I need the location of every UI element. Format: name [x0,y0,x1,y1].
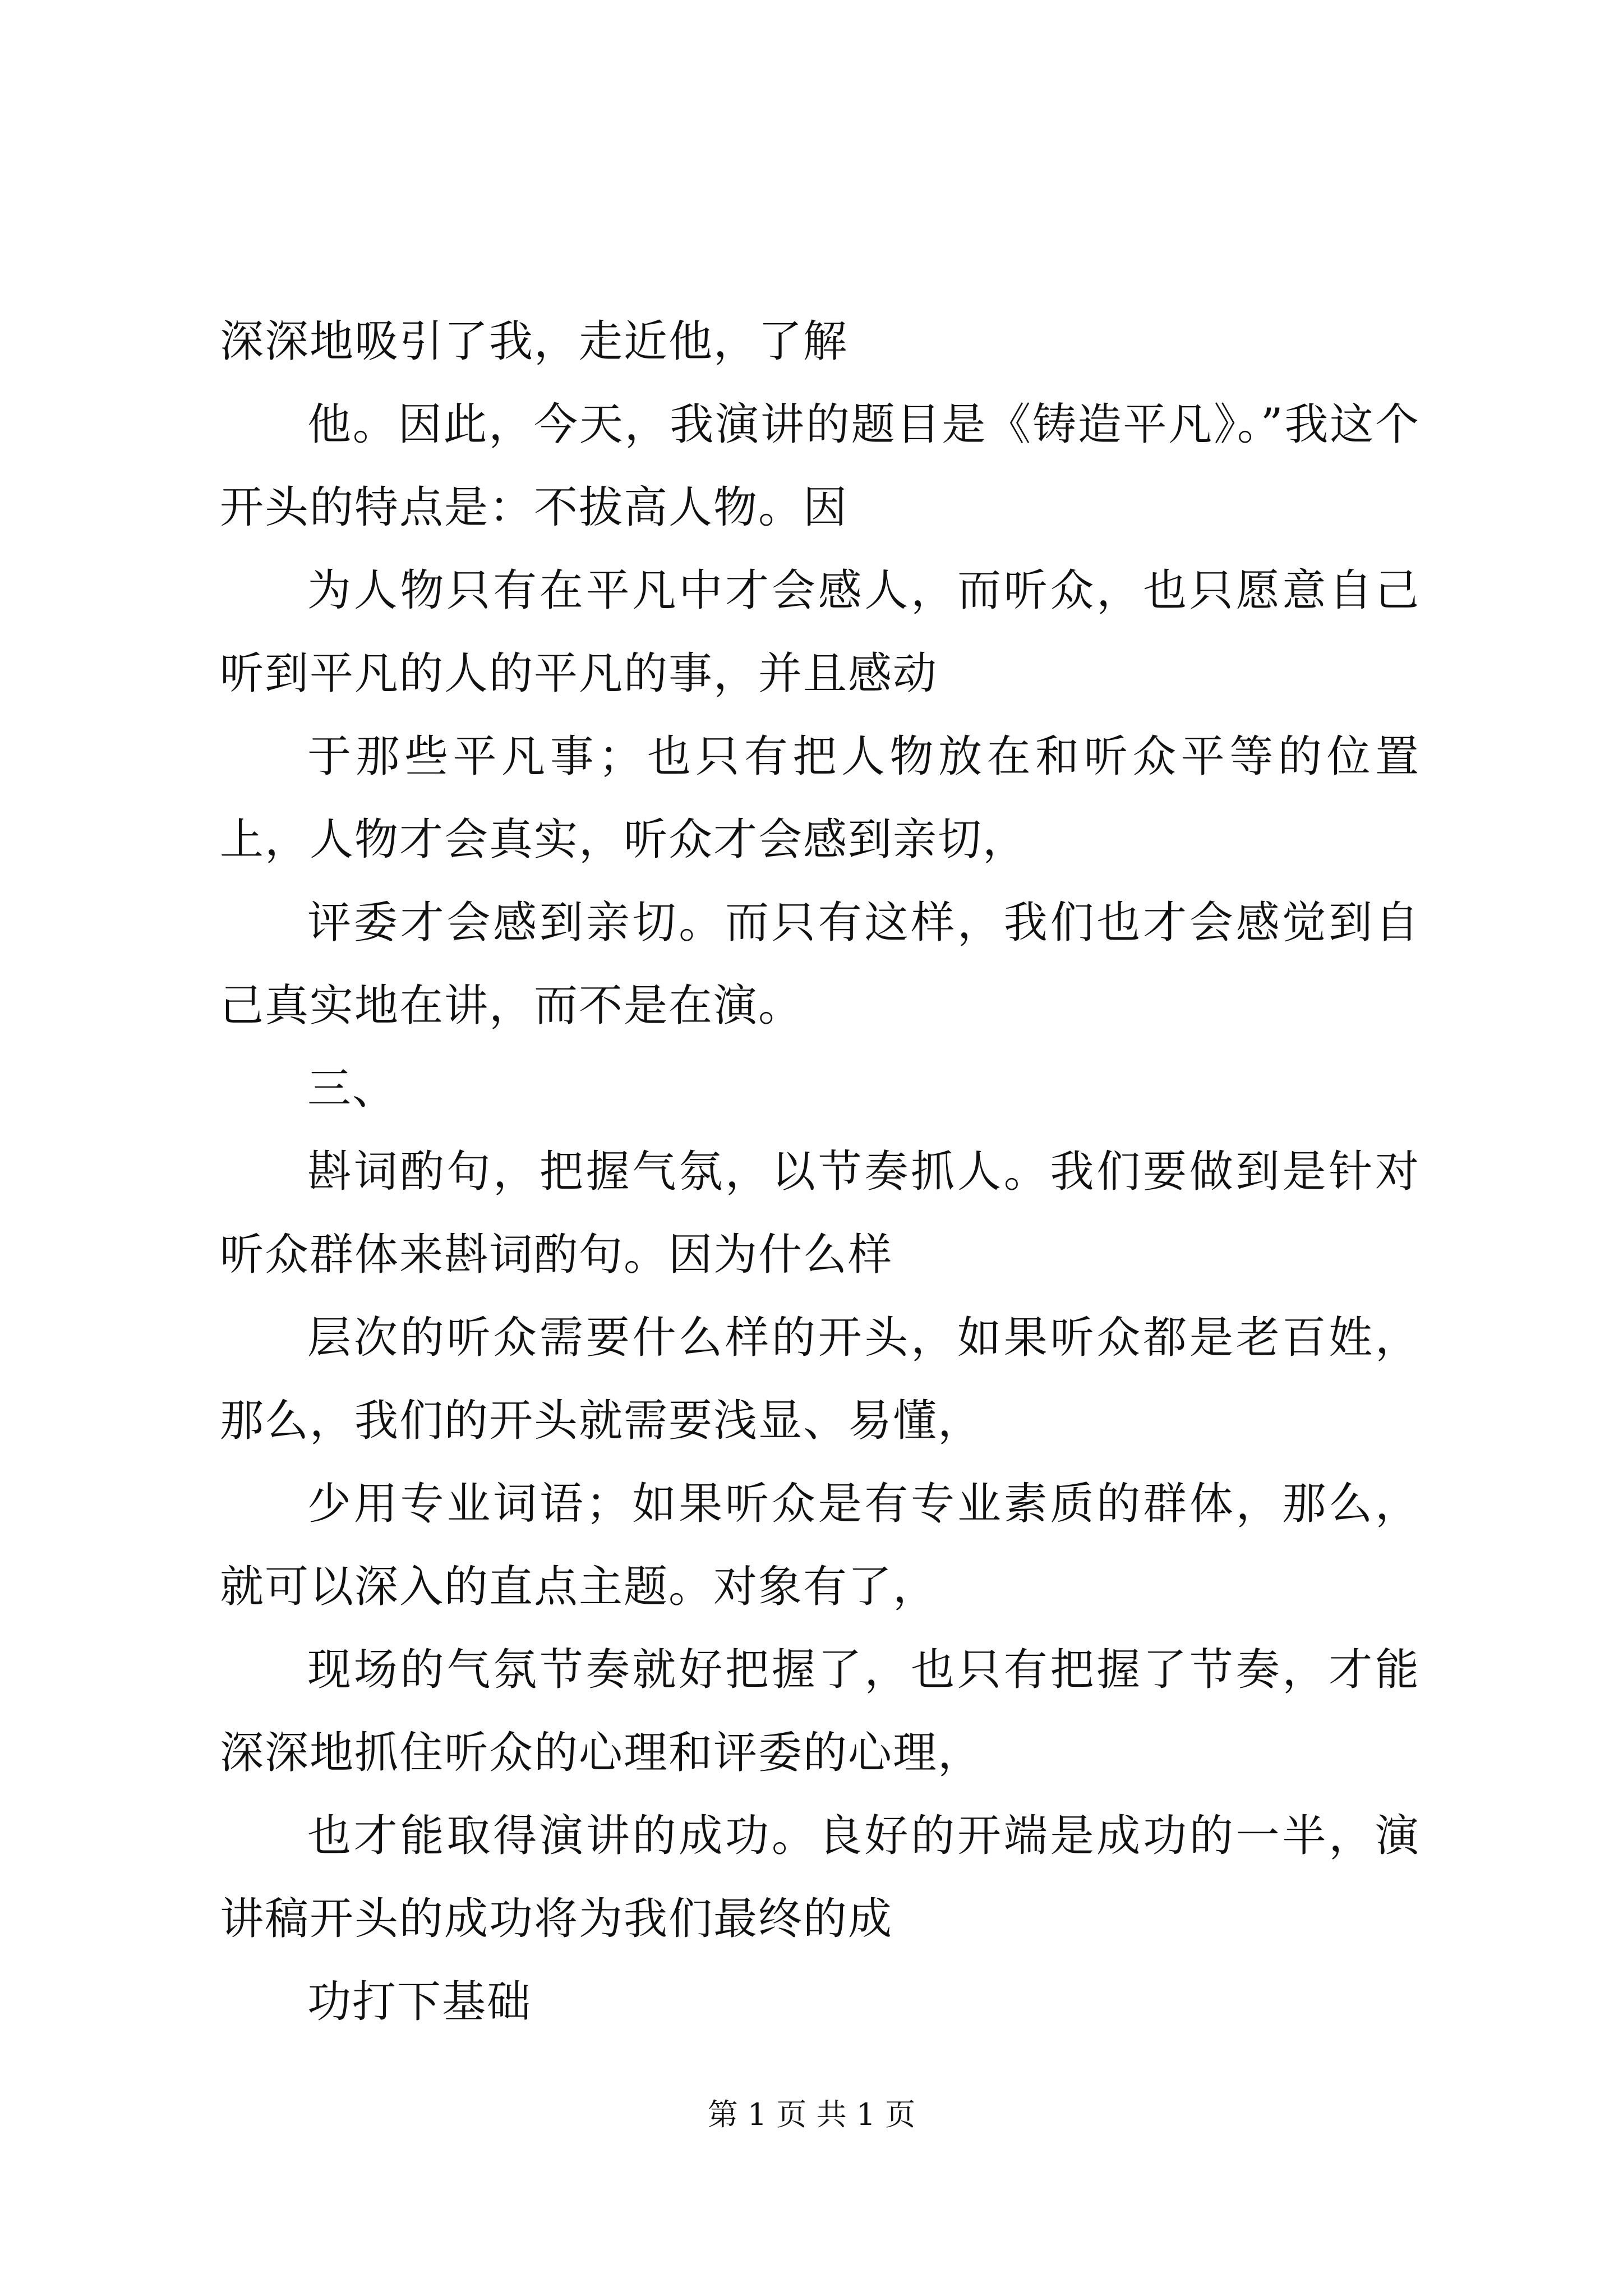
section-heading-3: 三、 [307,1064,398,1114]
paragraph-4: 于那些平凡事；也只有把人物放在和听众平等的位置上，人物才会真实，听众才会感到亲切， [220,731,1420,865]
paragraph-8: 层次的听众需要什么样的开头，如果听众都是老百姓，那么，我们的开头就需要浅显、易懂， [220,1313,1420,1446]
document-body [220,300,1420,2044]
paragraph-10: 现场的气氛节奏就好把握了，也只有把握了节奏，才能深深地抓住听众的心理和评委的心理， [220,1645,1420,1778]
paragraph-2: 他。因此，今天，我演讲的题目是《铸造平凡》。”我这个开头的特点是：不拔高人物。因 [220,399,1420,533]
paragraph-11: 也才能取得演讲的成功。良好的开端是成功的一半，演讲稿开头的成功将为我们最终的成 [220,1811,1420,1944]
page-footer: 第 1 页 共 1 页 [707,2097,916,2132]
paragraph-5: 评委才会感到亲切。而只有这样，我们也才会感觉到自己真实地在讲，而不是在演。 [220,898,1420,1031]
paragraph-1: 深深地吸引了我，走近他，了解 [220,316,849,367]
paragraph-3: 为人物只有在平凡中才会感人，而听众，也只愿意自己听到平凡的人的平凡的事，并且感动 [220,565,1420,699]
paragraph-7: 斟词酌句，把握气氛，以节奏抓人。我们要做到是针对听众群体来斟词酌句。因为什么样 [220,1147,1420,1280]
paragraph-12: 功打下基础 [307,1977,532,2027]
paragraph-9: 少用专业词语；如果听众是有专业素质的群体，那么，就可以深入的直点主题。对象有了， [220,1479,1420,1612]
